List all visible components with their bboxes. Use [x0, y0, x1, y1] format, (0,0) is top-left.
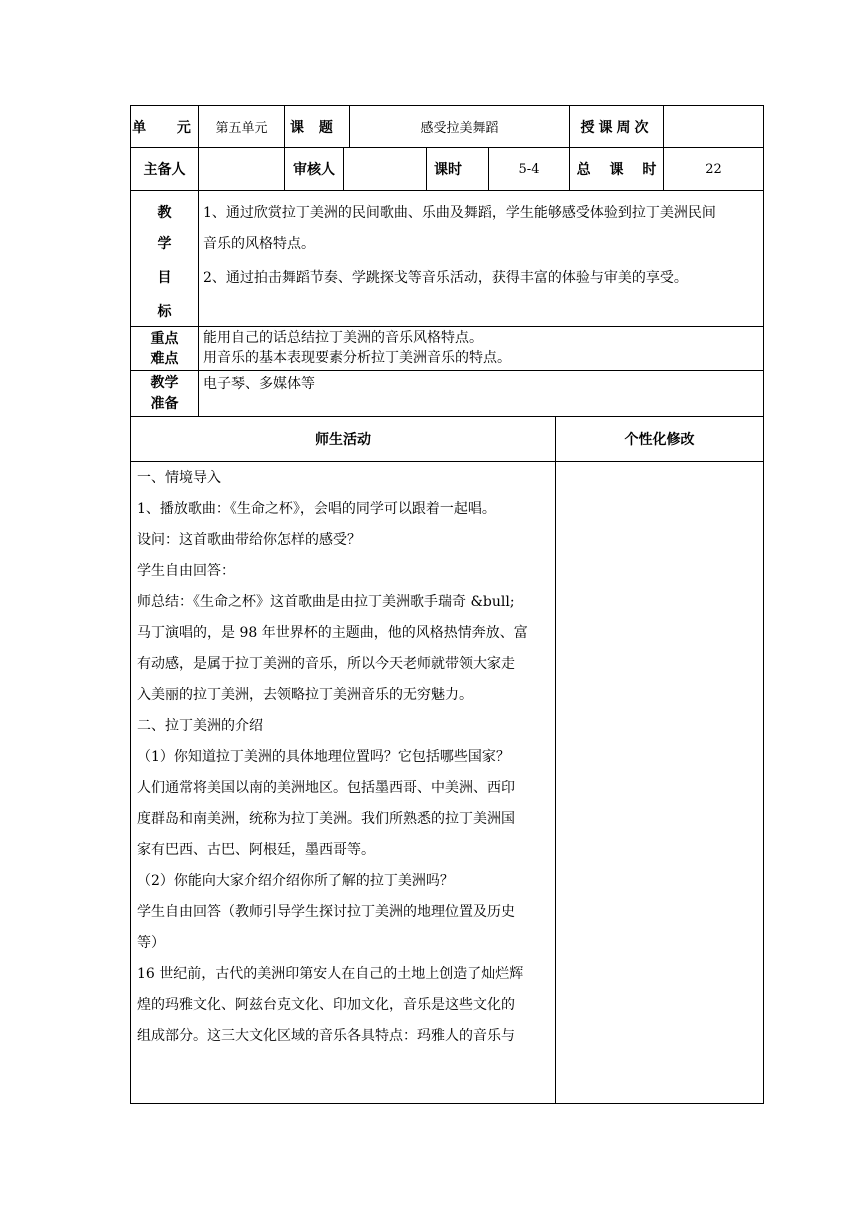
goals-label-char: 目	[157, 270, 172, 286]
total-value	[664, 148, 763, 190]
activity-line: （1）你知道拉丁美洲的具体地理位置吗？它包括哪些国家？	[137, 749, 510, 765]
key-points-label-line: 重点	[150, 330, 179, 347]
unit-label-text: 单 元	[132, 119, 197, 136]
goals-line: 音乐的风格特点。	[203, 236, 315, 252]
unit-label	[131, 106, 198, 147]
row-divider	[130, 370, 764, 371]
activity-line: 学生自由回答：	[137, 563, 235, 579]
activity-line: 设问：这首歌曲带给你怎样的感受？	[137, 532, 361, 548]
key-points-label-line: 难点	[150, 350, 179, 367]
goals-label-char: 学	[157, 236, 172, 252]
prep-content	[203, 374, 761, 394]
period-label-text: 课时	[434, 162, 462, 178]
activity-header-right-text: 个性化修改	[624, 432, 695, 448]
activity-line: 家有巴西、古巴、阿根廷，墨西哥等。	[137, 842, 375, 858]
period-label	[434, 148, 488, 190]
week-label-text: 授课周次	[580, 119, 653, 136]
topic-label-text: 课 题	[290, 119, 333, 136]
activity-line: 入美丽的拉丁美洲，去领略拉丁美洲音乐的无穷魅力。	[137, 687, 473, 703]
activity-line: 马丁演唱的，是 98 年世界杯的主题曲，他的风格热情奔放、富	[137, 625, 528, 641]
total-label-text: 总 课 时	[576, 162, 657, 178]
total-value-text: 22	[705, 161, 722, 177]
topic-label	[290, 106, 349, 147]
period-value	[489, 148, 569, 190]
table-border-bottom	[130, 1103, 764, 1104]
week-label	[570, 106, 663, 147]
goals-label-char: 标	[157, 304, 172, 320]
prep-label-line: 教学	[150, 374, 179, 391]
reviewer-label	[285, 148, 343, 190]
topic-value-text: 感受拉美舞蹈	[420, 121, 499, 136]
activity-line: 等）	[137, 935, 165, 951]
activity-header-left-text: 师生活动	[315, 432, 371, 448]
key-point-line: 能用自己的话总结拉丁美洲的音乐风格特点。	[203, 330, 483, 346]
unit-value-text: 第五单元	[215, 121, 268, 136]
total-label	[570, 148, 663, 190]
topic-value	[350, 106, 569, 147]
activity-line: （2）你能向大家介绍介绍你所了解的拉丁美洲吗？	[137, 873, 454, 889]
preparer-label-text: 主备人	[143, 162, 186, 178]
goals-content	[203, 198, 761, 294]
activity-line: 16 世纪前，古代的美洲印第安人在自己的土地上创造了灿烂辉	[137, 966, 524, 982]
goals-line: 1、通过欣赏拉丁美洲的民间歌曲、乐曲及舞蹈，学生能够感受体验到拉丁美洲民间	[203, 205, 716, 221]
prep-value: 电子琴、多媒体等	[203, 376, 315, 392]
key-points-content	[203, 328, 761, 368]
row-divider	[130, 190, 764, 191]
preparer-value	[199, 148, 284, 190]
activity-line: 师总结：《生命之杯》这首歌曲是由拉丁美洲歌手瑞奇 &bull;	[137, 594, 515, 610]
goals-label-char: 教	[157, 205, 172, 221]
week-value	[664, 106, 763, 147]
preparer-label	[131, 148, 198, 190]
activity-line: 学生自由回答（教师引导学生探讨拉丁美洲的地理位置及历史	[137, 904, 515, 920]
goals-line: 2、通过拍击舞蹈节奏、学跳探戈等音乐活动，获得丰富的体验与审美的享受。	[203, 270, 688, 286]
activity-line: 一、情境导入	[137, 470, 221, 486]
key-points-label	[131, 327, 198, 370]
activity-line: 组成部分。这三大文化区域的音乐各具特点：玛雅人的音乐与	[137, 1028, 515, 1044]
activity-line: 度群岛和南美洲，统称为拉丁美洲。我们所熟悉的拉丁美洲国	[137, 811, 515, 827]
activity-header-right	[556, 417, 763, 461]
column-divider	[426, 147, 427, 190]
row-divider	[130, 326, 764, 327]
reviewer-value	[344, 148, 426, 190]
table-border-right	[763, 105, 764, 1104]
activity-line: 人们通常将美国以南的美洲地区。包括墨西哥、中美洲、西印	[137, 780, 515, 796]
activity-content	[137, 463, 553, 1052]
goals-label	[131, 191, 198, 326]
key-point-line: 用音乐的基本表现要素分析拉丁美洲音乐的特点。	[203, 350, 511, 366]
activity-header-left	[131, 417, 555, 461]
activity-line: 煌的玛雅文化、阿兹台克文化、印加文化，音乐是这些文化的	[137, 997, 515, 1013]
period-value-text: 5-4	[518, 161, 540, 177]
activity-line: 有动感，是属于拉丁美洲的音乐，所以今天老师就带领大家走	[137, 656, 515, 672]
personalized-notes-column	[556, 462, 763, 1103]
reviewer-label-text: 审核人	[293, 162, 335, 178]
prep-label	[131, 371, 198, 416]
prep-label-line: 准备	[150, 395, 179, 412]
unit-value	[199, 106, 284, 147]
activity-line: 二、拉丁美洲的介绍	[137, 718, 263, 734]
activity-line: 1、播放歌曲：《生命之杯》，会唱的同学可以跟着一起唱。	[137, 501, 496, 517]
